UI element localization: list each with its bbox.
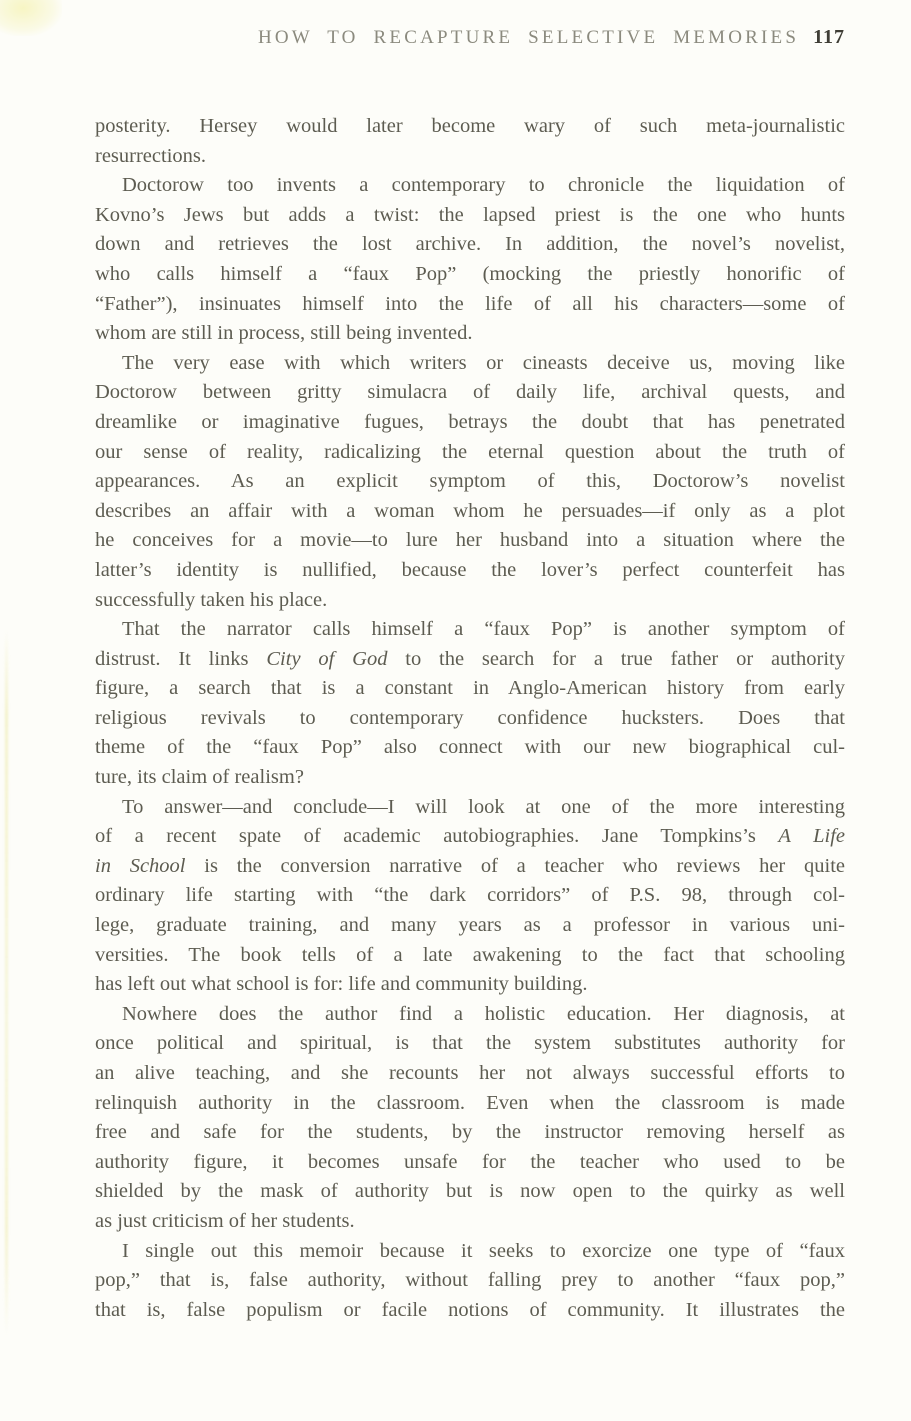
text-line: as just criticism of her students.: [95, 1209, 355, 1232]
text-line: once political and spiritual, is that the system substitutes authority for: [95, 1032, 845, 1055]
text-line: lege, graduate training, and many years as a professor in various uni-: [95, 914, 845, 937]
text-line: I single out this memoir because it seeks to exorcize one type of “faux: [122, 1239, 845, 1262]
text-line: free and safe for the students, by the instructor removing herself as: [95, 1121, 845, 1144]
text-line: To answer—and conclude—I will look at one of the more interesting: [122, 795, 845, 818]
text-line: “Father”), insinuates himself into the life of all his characters—some of: [95, 292, 845, 315]
text-line: an alive teaching, and she recounts her not always successful efforts to: [95, 1062, 845, 1084]
text-line: The very ease with which writers or cineasts deceive us, moving like: [122, 351, 845, 374]
text-line: successfully taken his place.: [95, 588, 328, 611]
text-line: pop,” that is, false authority, without falling prey to another “faux pop,”: [95, 1269, 845, 1292]
paragraph: [95, 112, 845, 171]
text-line: Nowhere does the author find a holistic education. Her diagnosis, at: [122, 1002, 845, 1025]
text-line: ordinary life starting with “the dark corridors” of P.S. 98, through col-: [95, 884, 845, 907]
text-line: whom are still in process, still being invented.: [95, 322, 473, 345]
text-line: distrust. It links City of God to the search for a true father or authority: [95, 647, 845, 670]
text-line: religious revivals to contemporary confidence hucksters. Does that: [95, 706, 845, 729]
text-line: Doctorow between gritty simulacra of daily life, archival quests, and: [95, 381, 845, 404]
text-line: authority figure, it becomes unsafe for the teacher who used to be: [95, 1150, 845, 1173]
text-line: appearances. As an explicit symptom of this, Doctorow’s novelist: [95, 470, 845, 493]
text-line: ture, its claim of realism?: [95, 766, 304, 789]
text-line: shielded by the mask of authority but is now open to the quirky as well: [95, 1180, 845, 1203]
scan-artifact-corner: [0, 0, 62, 36]
paragraph: [95, 793, 845, 1000]
text-line: in School is the conversion narrative of a teacher who reviews her quite: [95, 854, 845, 877]
body-text: [95, 112, 845, 1325]
text-line: dreamlike or imaginative fugues, betrays the doubt that has penetrated: [95, 410, 845, 433]
running-head: [95, 26, 845, 49]
text-line: he conceives for a movie—to lure her husband into a situation where the: [95, 529, 845, 552]
text-line: theme of the “faux Pop” also connect with our new biographical cul-: [95, 736, 845, 759]
paragraph: [95, 615, 845, 793]
text-line: down and retrieves the lost archive. In addition, the novel’s novelist,: [95, 233, 845, 256]
text-line: describes an affair with a woman whom he persuades—if only as a plot: [95, 499, 845, 522]
text-line: Doctorow too invents a contemporary to chronicle the liquidation of: [122, 174, 845, 197]
page-number: 117: [813, 26, 845, 48]
text-line: our sense of reality, radicalizing the eternal question about the truth of: [95, 440, 845, 463]
scan-artifact-gutter-edge: [5, 630, 8, 1335]
paragraph: [95, 1000, 845, 1237]
text-line: that is, false populism or facile notions of community. It illustrates the: [95, 1298, 845, 1321]
paragraph: [95, 171, 845, 349]
text-line: Kovno’s Jews but adds a twist: the lapsed priest is the one who hunts: [95, 203, 845, 226]
text-line: versities. The book tells of a late awakening to the fact that schooling: [95, 943, 845, 966]
text-line: has left out what school is for: life and community building.: [95, 973, 588, 996]
text-line: posterity. Hersey would later become wary of such meta-journalistic: [95, 115, 845, 137]
paragraph: [95, 349, 845, 615]
text-line: who calls himself a “faux Pop” (mocking the priestly honorific of: [95, 262, 845, 285]
text-line: figure, a search that is a constant in Anglo-American history from early: [95, 677, 845, 700]
text-line: latter’s identity is nullified, because the lover’s perfect counterfeit has: [95, 558, 845, 581]
text-line: resurrections.: [95, 144, 206, 167]
text-line: That the narrator calls himself a “faux Pop” is another symptom of: [122, 618, 845, 641]
running-head-title: HOW TO RECAPTURE SELECTIVE MEMORIES: [257, 27, 800, 48]
text-line: of a recent spate of academic autobiographies. Jane Tompkins’s A Life: [95, 825, 845, 848]
text-line: relinquish authority in the classroom. Even when the classroom is made: [95, 1091, 845, 1114]
paragraph: [95, 1237, 845, 1326]
